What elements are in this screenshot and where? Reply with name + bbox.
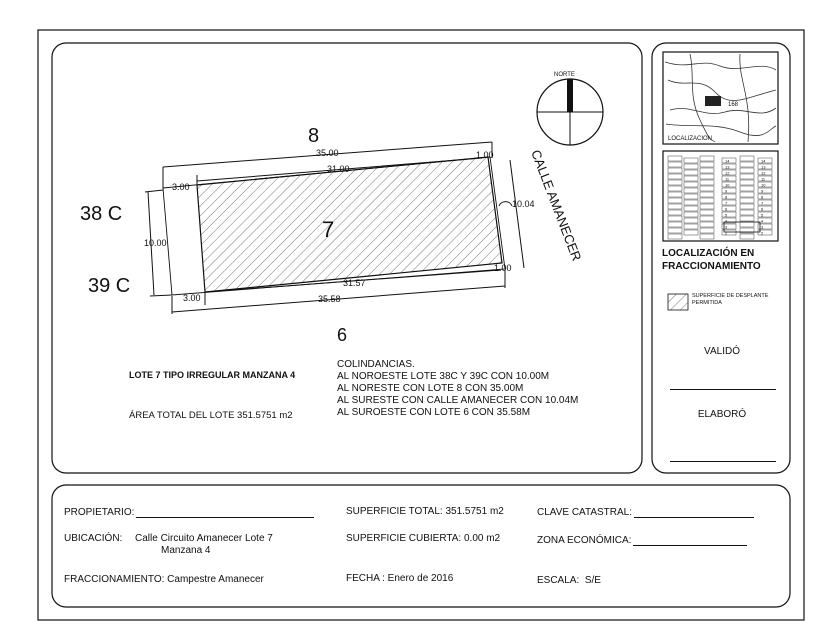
map-caption: LOCALIZACION (668, 136, 713, 142)
map-lot-cell (668, 228, 682, 233)
map-lot-number: 11 (725, 176, 730, 182)
map-lot-number: 9 (761, 188, 764, 194)
map-lot-number: 13 (725, 164, 730, 170)
map-lot-cell (700, 192, 714, 197)
map-lot-number: 7 (725, 200, 728, 206)
map-lot-cell (668, 168, 682, 173)
map-lot-cell (700, 186, 714, 191)
map-lot-cell (700, 198, 714, 203)
map-lot-cell (668, 156, 682, 161)
map-lot-cell (740, 174, 754, 179)
map-lot-cell (740, 222, 754, 227)
map-lot-cell (684, 212, 698, 217)
owner-row (64, 506, 314, 518)
map-lot-cell (700, 180, 714, 185)
map-lot-number: 14 (761, 158, 766, 164)
map-lot-cell (740, 234, 754, 239)
map-lot-cell (668, 204, 682, 209)
subdivision-row (64, 574, 264, 585)
economic-zone-line (633, 534, 747, 546)
subdivision-label: FRACCIONAMIENTO: (64, 574, 165, 585)
cadastral-key-label: CLAVE CATASTRAL: (537, 507, 633, 518)
cadastral-row (537, 506, 754, 518)
dim-left-side: 10.00 (144, 238, 167, 248)
map-lot-cell (668, 198, 682, 203)
map-lot-cell (668, 186, 682, 191)
map-lot-cell (684, 218, 698, 223)
owner-line (136, 506, 314, 518)
lot-area: ÁREA TOTAL DEL LOTE 351.5751 m2 (129, 410, 293, 421)
covered-area: SUPERFICIE CUBIERTA: 0.00 m2 (346, 533, 501, 544)
location-value-line2: Manzana 4 (161, 545, 211, 556)
dim-bottom-right: 1.00 (494, 263, 512, 273)
dim-top-left: 3.00 (172, 182, 190, 192)
map-lot-cell (684, 176, 698, 181)
total-area: SUPERFICIE TOTAL: 351.5751 m2 (346, 506, 504, 517)
scale-label: ESCALA: (537, 575, 580, 586)
map-lot-cell (684, 182, 698, 187)
neighbor-38c-label: 38 C (80, 203, 123, 225)
sidebar-title: LOCALIZACIÓN EN FRACCIONAMIENTO (662, 248, 761, 272)
north-arrow (537, 72, 603, 145)
map-lot-cell (684, 224, 698, 229)
map-lot-cell (740, 180, 754, 185)
map-lot-cell (700, 168, 714, 173)
map-lot-cell (740, 198, 754, 203)
map-lot-number: 6 (761, 206, 764, 212)
map-lot-number: 10 (761, 182, 766, 188)
dim-tick (150, 295, 172, 296)
map-lot-cell (700, 156, 714, 161)
map-lot-cell (740, 216, 754, 221)
map-lot-number: 10 (725, 182, 730, 188)
map-lot-cell (700, 234, 714, 239)
map-lot-cell (700, 222, 714, 227)
map-lot-cell (668, 216, 682, 221)
map-lot-cell (684, 164, 698, 169)
legend-swatch (668, 294, 688, 310)
map-lot-number: 4 (725, 218, 728, 224)
date: FECHA : Enero de 2016 (346, 573, 454, 584)
map-lot-number: 5 (761, 212, 764, 218)
map-lot-cell (684, 188, 698, 193)
map-lot-number: 11 (761, 176, 766, 182)
lot-title: LOTE 7 TIPO IRREGULAR MANZANA 4 (129, 370, 296, 380)
map-lot-number: 12 (725, 170, 730, 176)
map-lot-number: 4 (761, 218, 764, 224)
map-lot-number: 12 (761, 170, 766, 176)
scale-value: S/E (584, 575, 601, 586)
legend-text: SUPERFICIE DE DESPLANTE PERMITIDA (692, 293, 769, 306)
economic-zone-row (537, 534, 747, 546)
dim-right-side: 10.04 (512, 199, 535, 209)
dim-bottom-left: 3.00 (183, 293, 201, 303)
lot-number: 7 (322, 217, 335, 242)
colindancia-line: AL SURESTE CON CALLE AMANECER CON 10.04M (337, 395, 579, 406)
location-map (663, 52, 778, 144)
map-lot-cell (684, 170, 698, 175)
map-lot-cell (668, 234, 682, 239)
cadastral-key-line (634, 506, 754, 518)
subdivision-value: Campestre Amanecer (167, 574, 264, 585)
dim-arc (499, 202, 512, 206)
colindancia-line: AL NOROESTE LOTE 38C Y 39C CON 10.00M (337, 371, 550, 382)
map-lot-cell (700, 174, 714, 179)
dim-tick (145, 190, 163, 192)
map-lot-number: 3 (761, 224, 764, 230)
economic-zone-label: ZONA ECONÓMICA: (537, 535, 632, 546)
colindancia-line: AL SUROESTE CON LOTE 6 CON 35.58M (337, 407, 531, 418)
map-lot-number: 13 (761, 164, 766, 170)
map-lot-cell (740, 210, 754, 215)
validated-signature-line (670, 389, 776, 390)
colindancia-line: AL NORESTE CON LOTE 8 CON 35.00M (337, 383, 524, 394)
location-value: Calle Circuito Amanecer Lote 7 (135, 533, 273, 544)
map-lot-cell (740, 186, 754, 191)
dim-top-outer: 35.00 (316, 148, 339, 158)
map-lot-cell (740, 168, 754, 173)
map-lot-cell (700, 210, 714, 215)
map-lot-cell (700, 204, 714, 209)
dim-line-right (510, 160, 524, 268)
map-lot-cell (700, 228, 714, 233)
dim-top-right: 1.00 (476, 150, 494, 160)
neighbor-bottom-label: 6 (337, 325, 348, 345)
map-marker-label: 168 (728, 102, 739, 108)
map-lot-number: 2 (761, 230, 764, 236)
map-lot-cell (668, 210, 682, 215)
map-lot-cell (668, 222, 682, 227)
north-label: NORTE (554, 72, 575, 78)
subdivision-map (663, 151, 778, 241)
map-lot-cell (668, 180, 682, 185)
street-label: CALLE AMANECER (528, 147, 585, 264)
map-lot-number: 9 (725, 188, 728, 194)
validated-label: VALIDÓ (704, 346, 740, 357)
map-lot-number: 7 (761, 200, 764, 206)
map-lot-cell (684, 200, 698, 205)
map-lot-cell (740, 156, 754, 161)
map-lot-number: 8 (725, 194, 728, 200)
owner-label: PROPIETARIO: (64, 507, 135, 518)
map-lot-cell (740, 192, 754, 197)
map-lot-number: 3 (725, 224, 728, 230)
colindancias-title: COLINDANCIAS. (337, 359, 415, 370)
map-lot-cell (740, 162, 754, 167)
map-lot-cell (668, 192, 682, 197)
map-lot-number: 5 (725, 212, 728, 218)
prepared-signature-line (670, 461, 776, 462)
map-lot-cell (700, 216, 714, 221)
map-lot-cell (684, 194, 698, 199)
neighbor-39c-label: 39 C (88, 275, 131, 297)
map-lot-cell (668, 162, 682, 167)
location-label: UBICACIÓN: (64, 533, 123, 544)
map-lot-cell (684, 230, 698, 235)
scale-row (537, 575, 601, 586)
prepared-label: ELABORÓ (697, 409, 747, 420)
map-lot-cell (740, 204, 754, 209)
map-lot-number: 6 (725, 206, 728, 212)
neighbor-top-label: 8 (308, 125, 320, 147)
map-lot-cell (700, 162, 714, 167)
map-lot-cell (668, 174, 682, 179)
map-lot-number: 8 (761, 194, 764, 200)
dim-top-inner: 31.00 (327, 164, 350, 174)
map-lot-cell (684, 206, 698, 211)
dim-bottom-inner: 31.57 (343, 278, 366, 288)
dim-bottom-outer: 35.58 (318, 294, 341, 304)
map-lot-number: 14 (725, 158, 730, 164)
map-lot-number: 2 (725, 230, 728, 236)
map-lot-cell (684, 158, 698, 163)
colindancias-block (337, 359, 578, 419)
